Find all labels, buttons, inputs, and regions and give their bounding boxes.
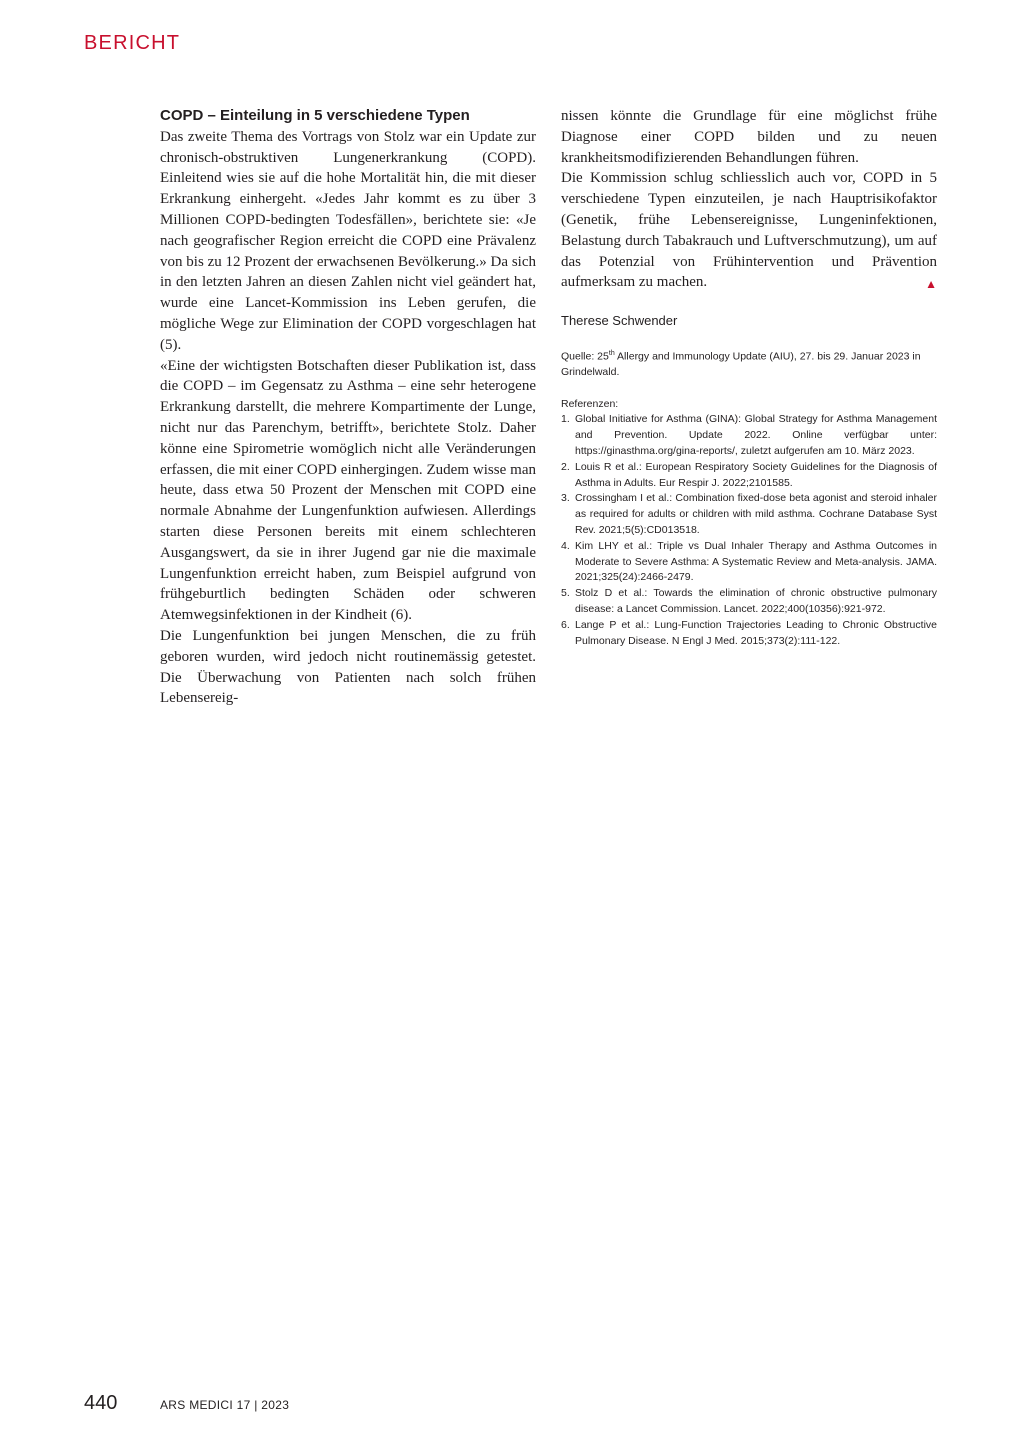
reference-text: Global Initiative for Asthma (GINA): Global Strategy for Asthma Management and Prevention. Update 2022. Online verfügbar unter: https://ginasthma.org/gina-reports/, zuletzt aufgerufen am 10. März 2023.: [575, 413, 937, 458]
reference-number: 2.: [561, 460, 570, 473]
journal-issue: ARS MEDICI 17 | 2023: [160, 1398, 290, 1412]
paragraph: Die Lungenfunktion bei jungen Menschen, die zu früh geboren wurden, wird jedoch nicht routinemässig getestet. Die Überwachung von Patienten nach solch frühen Lebensereig-: [160, 627, 536, 707]
reference-item: [561, 539, 937, 586]
reference-text: Kim LHY et al.: Triple vs Dual Inhaler Therapy and Asthma Outcomes in Moderate to Severe Asthma: A Systematic Review and Meta-analysis. JAMA. 2021;325(24):2466-2479.: [575, 539, 937, 584]
left-column: [160, 106, 536, 709]
reference-item: [561, 412, 937, 459]
paragraph-with-end-marker: Die Kommission schlug schliesslich auch vor, COPD in 5 verschiedene Typen einzuteilen, je nach Hauptrisikofaktor (Genetik, frühe Lebensereignisse, Lungeninfektionen, Belastung durch Tabakrauch und Luftverschmutzung), um auf das Potenzial von Frühintervention und Prävention aufmerksam zu machen. ▲: [561, 168, 937, 293]
reference-number: 1.: [561, 413, 570, 426]
author-name: Therese Schwender: [561, 313, 678, 329]
page-footer: [84, 1392, 290, 1415]
reference-number: 5.: [561, 587, 570, 600]
paragraph: «Eine der wichtigsten Botschaften dieser Publikation ist, dass die COPD – im Gegensatz zu Asthma – eine sehr heterogene Erkrankung darstellt, die mehrere Kompartimente der Lunge, nicht nur das Parenchym, betrifft», berichtete Stolz. Daher könne eine Spirometrie womöglich nicht alle Veränderungen erfassen, die mit einer COPD einhergingen. Zudem wisse man heute, dass etwa 50 Prozent der Menschen mit COPD eine normale Abnahme der Lungenfunktion aufwiesen. Allerdings starten diese Personen bereits mit einem schlechteren Ausgangswert, da sie in ihrer Jugend gar nie die maximale Lungenfunktion erreicht haben, zum Beispiel aufgrund von frühgeburtlich bedingten Schäden oder schweren Atemwegsinfektionen in der Kindheit (6).: [160, 357, 536, 624]
reference-item: [561, 460, 937, 492]
right-column: [561, 106, 937, 649]
reference-item: [561, 586, 937, 618]
source-prefix: Quelle: 25: [561, 350, 609, 363]
section-label: BERICHT: [84, 32, 181, 54]
page-number: 440: [84, 1392, 118, 1414]
reference-text: Lange P et al.: Lung-Function Trajectories Leading to Chronic Obstructive Pulmonary Disease. N Engl J Med. 2015;373(2):111-122.: [575, 618, 937, 647]
reference-item: [561, 491, 937, 538]
reference-number: 4.: [561, 539, 570, 552]
reference-number: 6.: [561, 618, 570, 631]
paragraph: Das zweite Thema des Vortrags von Stolz war ein Update zur chronisch-obstruktiven Lungenerkrankung (COPD). Einleitend wies sie auf die hohe Mortalität hin, die mit dieser Erkrankung einhergeht. «Jedes Jahr kommt es zu über 3 Millionen COPD-bedingten Todesfällen», berichtete sie: «Je nach geografischer Region erreicht die COPD eine Prävalenz von bis zu 12 Prozent der erwachsenen Bevölkerung.» Da sich in den letzten Jahren an diesen Zahlen nicht viel geändert hat, wurde eine Lancet-Kommission ins Leben gerufen, die mögliche Wege zur Elimination der COPD vorgeschlagen hat (5).: [160, 128, 536, 353]
source-note: [561, 346, 937, 381]
references-list: [561, 412, 937, 649]
reference-item: [561, 618, 937, 650]
references-heading: Referenzen:: [561, 398, 619, 411]
paragraph: nissen könnte die Grundlage für eine möglichst frühe Diagnose einer COPD bilden und zu neuen krankheitsmodifizierenden Behandlungen führen.: [561, 108, 937, 166]
reference-number: 3.: [561, 492, 570, 505]
article-heading: COPD – Einteilung in 5 verschiedene Typen: [160, 107, 470, 124]
reference-text: Crossingham I et al.: Combination fixed-dose beta agonist and steroid inhaler as required for adults or children with mild asthma. Cochrane Database Syst Rev. 2021;5(5):CD013518.: [575, 492, 937, 537]
source-rest: Allergy and Immunology Update (AIU), 27. bis 29. Januar 2023 in Grindelwald.: [561, 350, 921, 379]
source-superscript: th: [608, 349, 615, 357]
reference-text: Stolz D et al.: Towards the elimination of chronic obstructive pulmonary disease: a Lancet Commission. Lancet. 2022;400(10356):921-972.: [575, 587, 937, 616]
reference-text: Louis R et al.: European Respiratory Society Guidelines for the Diagnosis of Asthma in Adults. Eur Respir J. 2022;2101585.: [575, 460, 937, 489]
